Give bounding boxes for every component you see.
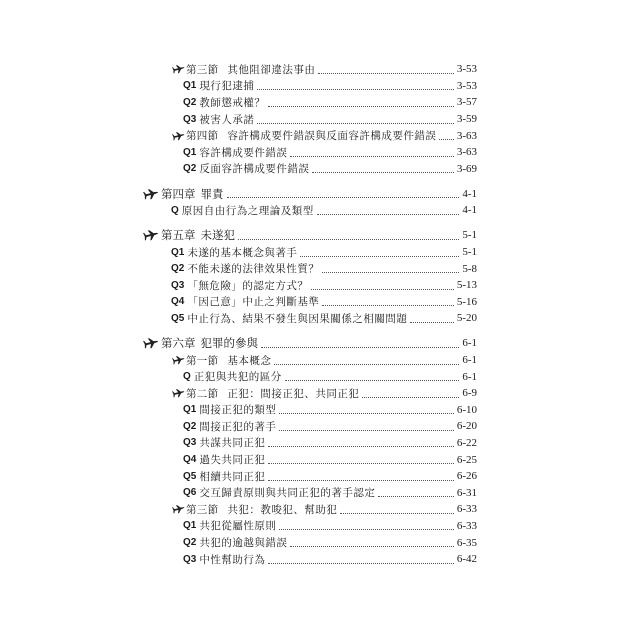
toc-question-row <box>140 551 477 568</box>
toc-chapter-row <box>140 227 477 244</box>
dot-leader <box>322 305 453 306</box>
question-title: 未遂的基本概念與著手 <box>187 246 298 259</box>
page-number: 3-63 <box>456 129 477 142</box>
section-title: 其他阻卻違法事由 <box>227 63 316 76</box>
page-number: 6-1 <box>462 370 477 383</box>
page-number: 6-31 <box>456 486 477 499</box>
dot-leader <box>322 272 459 273</box>
question-title: 共犯的逾越與錯誤 <box>199 537 288 550</box>
airplane-icon <box>172 388 185 398</box>
dot-leader <box>410 322 453 323</box>
toc-question-row <box>140 144 477 161</box>
toc-question-row <box>140 202 477 219</box>
toc-question-row <box>140 277 477 294</box>
toc-section-row <box>140 127 477 144</box>
dot-leader <box>290 546 453 547</box>
airplane-icon-graphic <box>171 129 186 142</box>
chapter-title: 罪責 <box>200 186 224 201</box>
section-label: 第四節 <box>186 130 219 143</box>
airplane-icon-graphic <box>171 354 186 367</box>
airplane-icon-graphic <box>171 63 186 76</box>
dot-leader <box>279 430 453 431</box>
question-title: 間接正犯的著手 <box>199 420 277 433</box>
page-number: 6-1 <box>462 354 477 367</box>
page-number: 6-26 <box>456 470 477 483</box>
question-title: 「因己意」中止之判斷基準 <box>187 296 320 309</box>
question-title: 過失共同正犯 <box>199 454 266 467</box>
toc-question-row <box>140 435 477 452</box>
toc-question-row <box>140 260 477 277</box>
toc-section-row <box>140 61 477 78</box>
question-title: 中性幫助行為 <box>199 553 266 566</box>
toc-question-row <box>140 451 477 468</box>
question-title: 共謀共同正犯 <box>199 437 266 450</box>
page-number: 5-1 <box>462 246 477 259</box>
page-number: 6-20 <box>456 420 477 433</box>
chapter-title: 未遂犯 <box>200 228 235 243</box>
toc-question-row <box>140 161 477 178</box>
question-title: 共犯從屬性原則 <box>199 520 277 533</box>
page-number: 6-10 <box>456 403 477 416</box>
dot-leader <box>340 513 453 514</box>
toc-chapter-row <box>140 335 477 352</box>
toc-question-row <box>140 310 477 327</box>
dot-leader <box>257 89 453 90</box>
dot-leader <box>290 156 453 157</box>
question-label: Q5 <box>171 312 185 324</box>
toc-question-row <box>140 468 477 485</box>
dot-leader <box>311 289 453 290</box>
dot-leader <box>285 380 460 381</box>
dot-leader <box>274 364 459 365</box>
page-number: 3-57 <box>456 96 477 109</box>
dot-leader <box>268 563 453 564</box>
page-number: 6-9 <box>462 387 477 400</box>
question-label: Q1 <box>183 80 197 92</box>
toc-question-row <box>140 534 477 551</box>
toc-question-row <box>140 484 477 501</box>
page-number: 6-22 <box>456 436 477 449</box>
question-title: 正犯與共犯的區分 <box>193 371 282 384</box>
dot-leader <box>257 123 453 124</box>
airplane-icon <box>172 131 185 141</box>
section-title: 基本概念 <box>227 354 272 367</box>
question-title: 現行犯逮捕 <box>199 80 255 93</box>
page-number: 3-53 <box>456 79 477 92</box>
question-label: Q2 <box>183 420 197 432</box>
section-label: 第三節 <box>186 503 219 516</box>
airplane-icon-graphic <box>142 227 160 243</box>
toc-question-row <box>140 368 477 385</box>
section-title: 容許構成要件錯誤與反面容許構成要件錯誤 <box>227 130 437 143</box>
question-label: Q3 <box>183 437 197 449</box>
airplane-icon <box>172 355 185 365</box>
page-number: 4-1 <box>462 204 477 217</box>
question-title: 不能未遂的法律效果性質？ <box>187 263 320 276</box>
airplane-icon <box>143 337 159 349</box>
toc-question-row <box>140 111 477 128</box>
dot-leader <box>238 239 459 240</box>
question-title: 相續共同正犯 <box>199 470 266 483</box>
page-number: 6-33 <box>456 519 477 532</box>
section-title: 正犯：間接正犯、共同正犯 <box>227 387 360 400</box>
airplane-icon-graphic <box>142 186 160 202</box>
dot-leader <box>317 214 460 215</box>
airplane-icon-graphic <box>171 387 186 400</box>
toc-question-row <box>140 78 477 95</box>
question-title: 被害人承諾 <box>199 113 255 126</box>
page-number: 4-1 <box>462 187 477 200</box>
question-label: Q3 <box>183 113 197 125</box>
page-number: 3-69 <box>456 162 477 175</box>
dot-leader <box>378 496 453 497</box>
section-title: 共犯：教唆犯、幫助犯 <box>227 503 338 516</box>
dot-leader <box>362 397 459 398</box>
question-label: Q2 <box>171 263 185 275</box>
question-title: 間接正犯的類型 <box>199 404 277 417</box>
page-number: 6-42 <box>456 553 477 566</box>
page-number: 5-8 <box>462 262 477 275</box>
toc-question-row <box>140 94 477 111</box>
dot-leader <box>279 413 453 414</box>
chapter-label: 第四章 <box>161 186 196 201</box>
page-number: 3-59 <box>456 113 477 126</box>
page-number: 3-53 <box>456 63 477 76</box>
page-number: 5-1 <box>462 229 477 242</box>
dot-leader <box>312 172 453 173</box>
question-title: 中止行為、結果不發生與因果關係之相關問題 <box>187 312 408 325</box>
chapter-label: 第六章 <box>161 336 196 351</box>
question-label: Q5 <box>183 470 197 482</box>
page-number: 5-16 <box>456 295 477 308</box>
question-title: 教師懲戒權？ <box>199 96 266 109</box>
dot-leader <box>318 73 453 74</box>
section-label: 第一節 <box>186 354 219 367</box>
page-number: 6-25 <box>456 453 477 466</box>
toc-question-row <box>140 402 477 419</box>
page-number: 5-13 <box>456 279 477 292</box>
question-title: 「無危險」的認定方式？ <box>187 279 309 292</box>
question-label: Q2 <box>183 163 197 175</box>
question-label: Q3 <box>171 279 185 291</box>
toc-chapter-row <box>140 185 477 202</box>
page-number: 6-35 <box>456 536 477 549</box>
question-label: Q4 <box>171 296 185 308</box>
dot-leader <box>279 529 453 530</box>
question-label: Q6 <box>183 487 197 499</box>
dot-leader <box>268 106 453 107</box>
question-label: Q4 <box>183 454 197 466</box>
page-number: 6-33 <box>456 503 477 516</box>
question-title: 容許構成要件錯誤 <box>199 146 288 159</box>
section-label: 第二節 <box>186 387 219 400</box>
airplane-icon <box>172 504 185 514</box>
page-number: 3-63 <box>456 146 477 159</box>
question-label: Q1 <box>183 404 197 416</box>
toc-section-row <box>140 501 477 518</box>
page-number: 5-20 <box>456 312 477 325</box>
airplane-icon-graphic <box>171 503 186 516</box>
toc-question-row <box>140 244 477 261</box>
question-label: Q <box>171 204 179 216</box>
question-title: 交互歸責原則與共同正犯的著手認定 <box>199 487 376 500</box>
toc-question-row <box>140 518 477 535</box>
airplane-icon <box>172 64 185 74</box>
dot-leader <box>439 139 453 140</box>
question-label: Q2 <box>183 537 197 549</box>
dot-leader <box>227 197 460 198</box>
question-label: Q2 <box>183 96 197 108</box>
toc-question-row <box>140 418 477 435</box>
toc-section-row <box>140 352 477 369</box>
dot-leader <box>300 256 459 257</box>
airplane-icon <box>143 229 159 241</box>
dot-leader <box>268 446 453 447</box>
question-label: Q3 <box>183 553 197 565</box>
section-label: 第三節 <box>186 63 219 76</box>
question-title: 原因自由行為之理論及類型 <box>181 204 314 217</box>
question-label: Q <box>183 371 191 383</box>
page-number: 6-1 <box>462 337 477 350</box>
chapter-label: 第五章 <box>161 228 196 243</box>
airplane-icon-graphic <box>142 335 160 351</box>
question-label: Q1 <box>171 246 185 258</box>
table-of-contents <box>140 61 477 567</box>
dot-leader <box>261 347 459 348</box>
question-label: Q1 <box>183 146 197 158</box>
dot-leader <box>268 480 453 481</box>
dot-leader <box>268 463 453 464</box>
toc-section-row <box>140 385 477 402</box>
chapter-title: 犯罪的參與 <box>200 336 258 351</box>
question-label: Q1 <box>183 520 197 532</box>
airplane-icon <box>143 188 159 200</box>
toc-question-row <box>140 294 477 311</box>
question-title: 反面容許構成要件錯誤 <box>199 163 310 176</box>
